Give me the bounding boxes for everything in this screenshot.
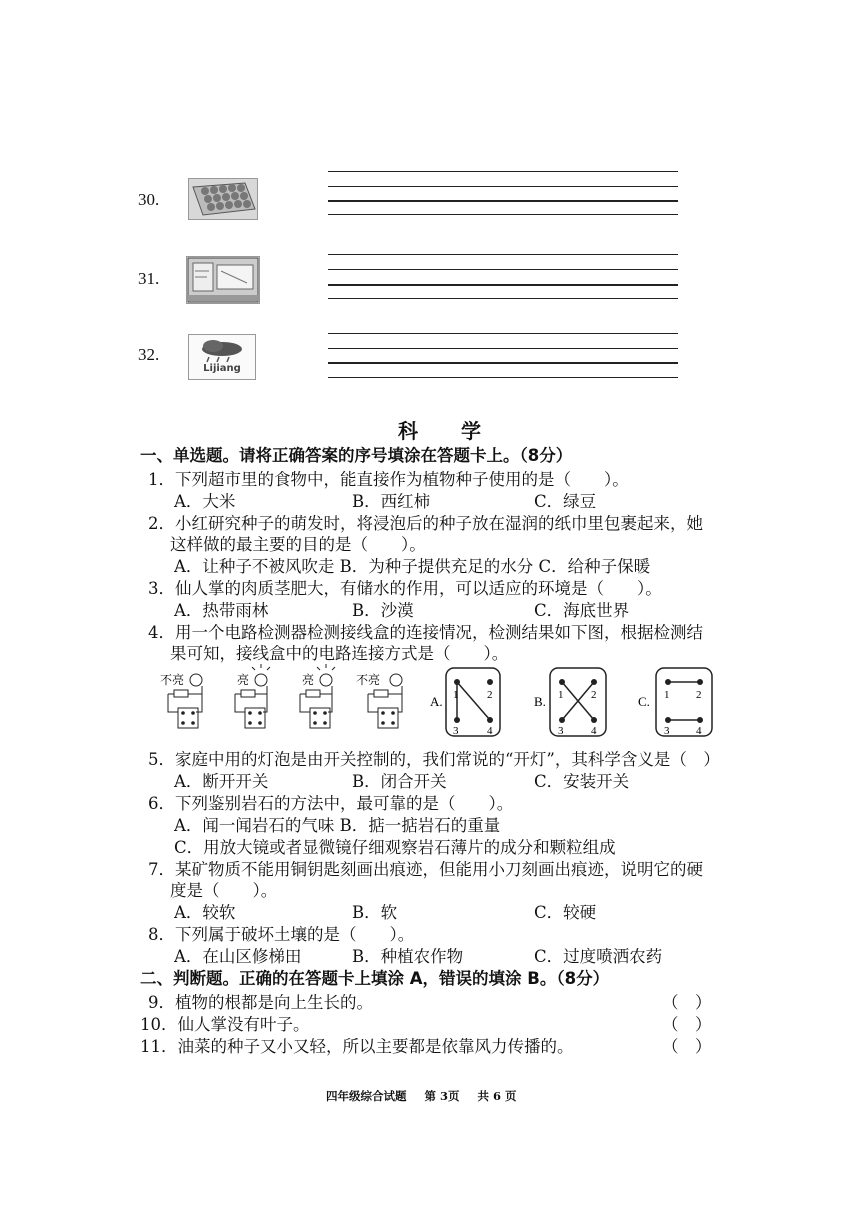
svg-text:3: 3: [664, 725, 670, 737]
battery-icon: [374, 690, 388, 697]
svg-text:1: 1: [558, 689, 564, 701]
bulb-icon: [190, 674, 202, 686]
bulb-lit-icon: [320, 674, 332, 686]
writing-line: [328, 377, 678, 378]
q3-option-b: B．沙漠: [352, 601, 414, 620]
icon-caption: Lijiang: [203, 363, 241, 374]
writing-line: [328, 269, 678, 270]
battery-icon: [241, 690, 255, 697]
question-5: 5．家庭中用的灯泡是由开关控制的，我们常说的“开灯”，其科学含义是（ ）: [148, 750, 720, 769]
box-of-fruit-icon: [188, 178, 258, 220]
tester-result-label: 亮: [237, 673, 250, 687]
footer-page-number: 第 3页: [424, 1089, 460, 1103]
bulb-icon: [390, 674, 402, 686]
question-1: 1．下列超市里的食物中，能直接作为植物种子使用的是（ ）。: [148, 470, 629, 489]
q5-option-c: C．安装开关: [534, 772, 630, 791]
classroom-board-icon: [186, 256, 260, 304]
page-footer: [326, 1088, 531, 1104]
terminal-box: [178, 708, 198, 728]
writing-line: [328, 333, 678, 334]
terminal-box: [245, 708, 265, 728]
tester-3: [300, 664, 335, 728]
choice-a-wiring: [453, 679, 493, 737]
item-number-32: 32.: [138, 345, 160, 364]
question-2-line2: 这样做的最主要的目的是（ ）。: [170, 535, 426, 554]
question-10: 10．仙人掌没有叶子。: [140, 1015, 310, 1034]
svg-text:2: 2: [591, 689, 597, 701]
question-6: 6．下列鉴别岩石的方法中，最可靠的是（ ）。: [148, 794, 514, 813]
answer-parentheses: （ ）: [662, 993, 712, 1012]
question-4-line2: 果可知，接线盒中的电路连接方式是（ ）。: [170, 644, 509, 663]
svg-text:2: 2: [487, 689, 493, 701]
question-8: 8．下列属于破坏土壤的是（ ）。: [148, 925, 415, 944]
footer-total-pages: 共 6 页: [477, 1089, 517, 1103]
tester-2: [235, 664, 270, 728]
writing-line: [328, 214, 678, 215]
svg-text:3: 3: [453, 725, 459, 737]
writing-line: [328, 348, 678, 349]
question-7-line1: 7．某矿物质不能用铜钥匙刻画出痕迹，但能用小刀刻画出痕迹，说明它的硬: [148, 860, 703, 879]
q7-option-c: C．较硬: [534, 903, 597, 922]
tester-result-label: 不亮: [160, 673, 185, 687]
question-3: 3．仙人掌的肉质茎肥大，有储水的作用，可以适应的环境是（ ）。: [148, 579, 662, 598]
terminal-box: [378, 708, 398, 728]
writing-line: [328, 200, 678, 202]
svg-text:2: 2: [696, 689, 702, 701]
choice-b-wiring: [558, 679, 597, 737]
q2-options: A．让种子不被风吹走 B．为种子提供充足的水分 C．给种子保暖: [174, 557, 651, 576]
q6-options-ab: A．闻一闻岩石的气味 B．掂一掂岩石的重量: [174, 816, 501, 835]
writing-line: [328, 171, 678, 172]
q1-option-c: C．绿豆: [534, 492, 597, 511]
battery-icon: [306, 690, 320, 697]
q7-option-b: B．软: [352, 903, 398, 922]
tester-result-label: 亮: [302, 673, 315, 687]
q3-option-a: A．热带雨林: [174, 601, 269, 620]
writing-line: [328, 284, 678, 286]
battery-icon: [174, 690, 188, 697]
choice-b-label: B.: [534, 694, 546, 709]
terminal-box: [310, 708, 330, 728]
svg-text:1: 1: [664, 689, 670, 701]
bulb-lit-icon: [255, 674, 267, 686]
choice-a-label: A.: [430, 694, 443, 709]
q6-option-c: C．用放大镜或者显微镜仔细观察岩石薄片的成分和颗粒组成: [174, 838, 616, 857]
question-7-line2: 度是（ ）。: [170, 881, 278, 900]
question-11: 11．油菜的种子又小又轻，所以主要都是依靠风力传播的。: [140, 1037, 574, 1056]
choice-c-label: C.: [638, 694, 650, 709]
section-title: 科 学: [398, 419, 499, 443]
choice-c-wiring: [664, 679, 703, 737]
svg-text:3: 3: [558, 725, 564, 737]
item-number-31: 31.: [138, 269, 160, 288]
q7-option-a: A．较软: [174, 903, 236, 922]
svg-text:4: 4: [591, 725, 597, 737]
q1-option-b: B．西红柿: [352, 492, 431, 511]
q8-option-b: B．种植农作物: [352, 947, 464, 966]
q5-option-a: A．断开开关: [174, 772, 269, 791]
q8-option-a: A．在山区修梯田: [174, 947, 302, 966]
writing-line: [328, 254, 678, 255]
answer-parentheses: （ ）: [662, 1037, 712, 1056]
writing-line: [328, 186, 678, 187]
question-2-line1: 2．小红研究种子的萌发时，将浸泡后的种子放在湿润的纸巾里包裹起来，她: [148, 514, 703, 533]
question-4-line1: 4．用一个电路检测器检测接线盒的连接情况，检测结果如下图，根据检测结: [148, 623, 703, 642]
footer-exam-name: 四年级综合试题: [326, 1089, 407, 1103]
tester-1: [160, 673, 202, 728]
q5-option-b: B．闭合开关: [352, 772, 447, 791]
svg-text:4: 4: [487, 725, 493, 737]
circuit-test-diagram: [150, 664, 730, 740]
tester-4: [356, 673, 402, 728]
section-heading-true-false: 二、判断题。正确的在答题卡上填涂 A，错误的填涂 B。（8分）: [140, 969, 610, 988]
tester-result-label: 不亮: [356, 673, 381, 687]
section-heading-single-choice: 一、单选题。请将正确答案的序号填涂在答题卡上。（8分）: [140, 446, 573, 465]
item-number-30: 30.: [138, 190, 160, 209]
svg-text:4: 4: [696, 725, 702, 737]
writing-line: [328, 362, 678, 364]
q3-option-c: C．海底世界: [534, 601, 630, 620]
svg-text:1: 1: [453, 689, 459, 701]
question-9: 9．植物的根都是向上生长的。: [148, 993, 373, 1012]
writing-line: [328, 298, 678, 299]
answer-parentheses: （ ）: [662, 1015, 712, 1034]
q8-option-c: C．过度喷洒农药: [534, 947, 663, 966]
rain-cloud-icon: [188, 334, 256, 380]
q1-option-a: A．大米: [174, 492, 236, 511]
